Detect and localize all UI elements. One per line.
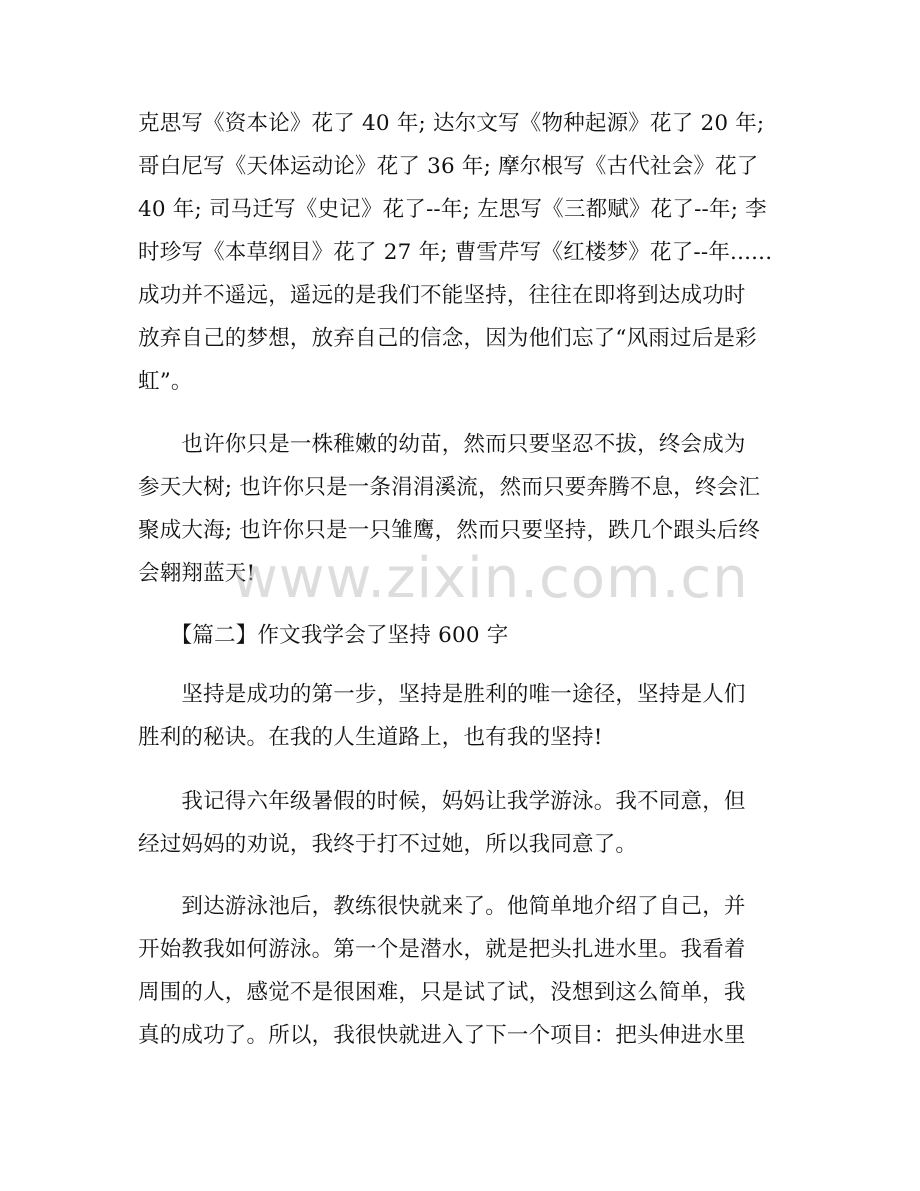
text-line: 成功并不遥远，遥远的是我们不能坚持，往往在即将到达成功时 <box>138 283 746 308</box>
text-line: 时珍写《本草纲目》花了 27 年; 曹雪芹写《红楼梦》花了--年...... <box>138 240 773 265</box>
text-line: 40 年; 司马迁写《史记》花了--年; 左思写《三都赋》花了--年; 李 <box>138 197 767 222</box>
paragraph-4 <box>138 780 788 866</box>
text-line: 我记得六年级暑假的时候，妈妈让我学游泳。我不同意，但 <box>138 789 746 814</box>
heading-line: 【篇二】作文我学会了坚持 600 字 <box>138 623 509 648</box>
text-line: 到达游泳池后，教练很快就来了。他简单地介绍了自己，并 <box>138 894 746 919</box>
text-line: 也许你只是一株稚嫩的幼苗，然而只要坚忍不拔，终会成为 <box>138 432 746 457</box>
text-line: 参天大树; 也许你只是一条涓涓溪流，然而只要奔腾不息，终会汇 <box>138 475 761 500</box>
text-line: 聚成大海; 也许你只是一只雏鹰，然而只要坚持，跌几个跟头后终 <box>138 518 761 543</box>
paragraph-3 <box>138 673 788 759</box>
text-line: 经过妈妈的劝说，我终于打不过她，所以我同意了。 <box>138 832 638 857</box>
text-line: 哥白尼写《天体运动论》花了 36 年; 摩尔根写《古代社会》花了 <box>138 154 759 179</box>
text-line: 放弃自己的梦想，放弃自己的信念，因为他们忘了“风雨过后是彩 <box>138 326 757 351</box>
watermark: www.zixin.com.cn <box>232 546 749 611</box>
paragraph-1 <box>138 102 788 403</box>
section-heading <box>138 614 788 657</box>
text-line: 虹”。 <box>138 369 193 394</box>
text-line: 坚持是成功的第一步，坚持是胜利的唯一途径，坚持是人们 <box>138 682 746 707</box>
text-line: 真的成功了。所以，我很快就进入了下一个项目：把头伸进水里 <box>138 1023 746 1048</box>
text-line: 周围的人，感觉不是很困难，只是试了试，没想到这么简单，我 <box>138 980 746 1005</box>
text-line: 会翱翔蓝天! <box>138 561 256 586</box>
paragraph-5 <box>138 885 788 1057</box>
text-line: 克思写《资本论》花了 40 年; 达尔文写《物种起源》花了 20 年; <box>138 111 765 136</box>
text-line: 开始教我如何游泳。第一个是潜水，就是把头扎进水里。我看着 <box>138 937 746 962</box>
text-line: 胜利的秘诀。在我的人生道路上，也有我的坚持! <box>138 725 603 750</box>
